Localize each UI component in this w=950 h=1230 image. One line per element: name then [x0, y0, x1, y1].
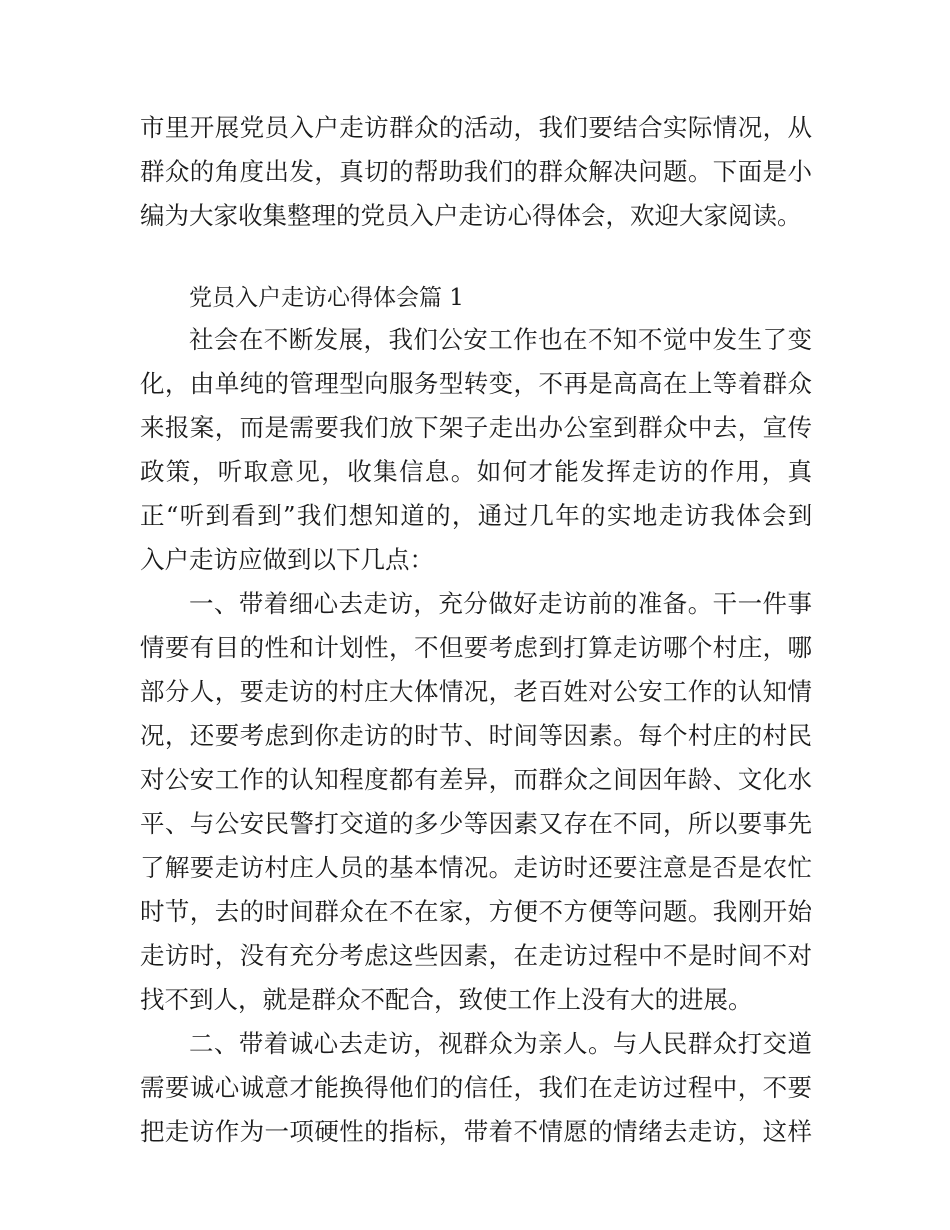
- section-heading: 党员入户走访心得体会篇 1: [189, 285, 464, 311]
- paragraph-line: 部分人，要走访的村庄大体情况，老百姓对公安工作的认知情: [140, 677, 812, 706]
- paragraph-line: 况，还要考虑到你走访的时节、时间等因素。每个村庄的村民: [140, 721, 812, 750]
- paragraph-line: 社会在不断发展，我们公安工作也在不知不觉中发生了变: [189, 325, 812, 354]
- paragraph-line: 正“听到看到”我们想知道的，通过几年的实地走访我体会到: [140, 501, 812, 530]
- intro-line: 群众的角度出发，真切的帮助我们的群众解决问题。下面是小: [140, 157, 812, 186]
- paragraph-line: 时节，去的时间群众在不在家，方便不方便等问题。我刚开始: [140, 897, 812, 926]
- paragraph-line: 情要有目的性和计划性，不但要考虑到打算走访哪个村庄，哪: [140, 633, 812, 662]
- paragraph-line: 需要诚心诚意才能换得他们的信任，我们在走访过程中，不要: [140, 1073, 812, 1102]
- paragraph-line: 平、与公安民警打交道的多少等因素又存在不同，所以要事先: [140, 809, 812, 838]
- paragraph-line: 把走访作为一项硬性的指标，带着不情愿的情绪去走访，这样: [140, 1117, 812, 1146]
- paragraph-line: 了解要走访村庄人员的基本情况。走访时还要注意是否是农忙: [140, 853, 812, 882]
- paragraph-line: 对公安工作的认知程度都有差异，而群众之间因年龄、文化水: [140, 765, 812, 794]
- paragraph-line: 找不到人，就是群众不配合，致使工作上没有大的进展。: [140, 985, 753, 1014]
- intro-line: 市里开展党员入户走访群众的活动，我们要结合实际情况，从: [140, 113, 812, 142]
- paragraph-line: 走访时，没有充分考虑这些因素，在走访过程中不是时间不对: [140, 941, 812, 970]
- paragraph-line: 二、带着诚心去走访，视群众为亲人。与人民群众打交道: [189, 1029, 812, 1058]
- intro-line: 编为大家收集整理的党员入户走访心得体会，欢迎大家阅读。: [140, 201, 802, 230]
- paragraph-line: 一、带着细心去走访，充分做好走访前的准备。干一件事: [189, 589, 812, 618]
- paragraph-line: 化，由单纯的管理型向服务型转变，不再是高高在上等着群众: [140, 369, 812, 398]
- paragraph-line: 来报案，而是需要我们放下架子走出办公室到群众中去，宣传: [140, 413, 812, 442]
- paragraph-line: 入户走访应做到以下几点：: [140, 545, 434, 574]
- paragraph-line: 政策，听取意见，收集信息。如何才能发挥走访的作用，真: [140, 457, 812, 486]
